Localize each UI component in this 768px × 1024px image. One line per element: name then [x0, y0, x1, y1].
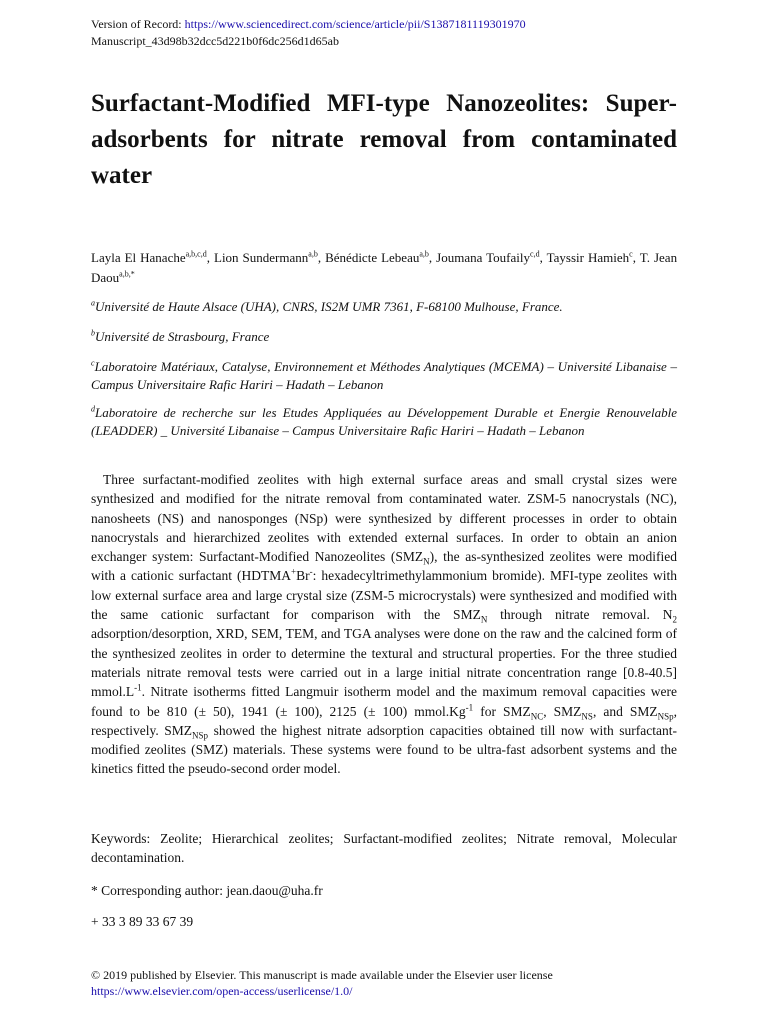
affiliation-a	[91, 298, 677, 316]
affiliation-mark: c	[91, 358, 95, 368]
subscript: NS	[581, 711, 593, 722]
affiliation-mark: d	[91, 404, 95, 414]
affiliation-mark: b	[91, 328, 95, 338]
subscript: N	[423, 556, 430, 567]
affiliation-c	[91, 358, 677, 394]
abstract-paragraph	[91, 470, 677, 779]
version-of-record-label: Version of Record:	[91, 17, 182, 31]
author-affiliation-marks: a,b,*	[119, 269, 135, 279]
author	[214, 250, 325, 265]
manuscript-id: Manuscript_43d98b32dcc5d221b0f6dc256d1d65ab	[91, 34, 339, 48]
abstract-text: ), the as-synthesized zeolites were modified with a cationic surfactant (HDTMA	[91, 549, 677, 584]
author-affiliation-marks: a,b	[308, 249, 318, 259]
phone-number: + 33 3 89 33 67 39	[91, 914, 194, 929]
affiliation-text: Laboratoire de recherche sur les Etudes Appliquées au Développement Durable et Energie Renouvelable (LEADDER) _ Université Libanaise – Campus Universitaire Rafic Hariri – Hadath – Lebanon	[91, 405, 677, 438]
author-affiliation-marks: a,b,c,d	[185, 249, 207, 259]
affiliation-text: Université de Strasbourg, France	[95, 329, 270, 344]
author-name: Layla El Hanache	[91, 250, 186, 265]
version-of-record-line	[91, 16, 526, 33]
author-name: Joumana Toufaily	[436, 250, 531, 265]
author-affiliation-marks: a,b	[419, 249, 429, 259]
author-name: T. Jean Daou	[91, 250, 678, 285]
abstract-text: for SMZ	[473, 703, 531, 719]
author	[91, 250, 214, 265]
superscript: -	[309, 566, 313, 577]
abstract-text: , SMZ	[543, 703, 582, 719]
license-footer	[91, 967, 553, 999]
author-list	[91, 248, 677, 288]
author-affiliation-marks: c,d	[530, 249, 540, 259]
copyright-notice: © 2019 published by Elsevier. This manuscript is made available under the Elsevier user license	[91, 968, 553, 982]
affiliation-mark: a	[91, 298, 95, 308]
author-affiliation-marks: c	[629, 249, 633, 259]
author-separator: ,	[317, 250, 326, 265]
version-header	[91, 16, 526, 50]
affiliation-text: Laboratoire Matériaux, Catalyse, Environnement et Méthodes Analytiques (MCEMA) – Université Libanaise – Campus Universitaire Rafic Hariri – Hadath – Lebanon	[91, 359, 677, 392]
license-link[interactable]: https://www.elsevier.com/open-access/userlicense/1.0/	[91, 984, 353, 998]
abstract-text: , and SMZ	[592, 703, 658, 719]
author-name: Lion Sundermann	[214, 250, 309, 265]
abstract-text: adsorption/desorption, XRD, SEM, TEM, and TGA analyses were done on the raw and the calcined form of the synthesized zeolites in order to determine the textural and structural properties. For the three studied materials nitrate removal tests were carried out in a large initial nitrate concentration range [0.8-40.5] mmol.L	[91, 626, 677, 700]
subscript: NC	[530, 711, 544, 722]
affiliation-text: Université de Haute Alsace (UHA), CNRS, IS2M UMR 7361, F-68100 Mulhouse, France.	[95, 299, 563, 314]
author-separator: ,	[539, 250, 547, 265]
abstract-text: Br	[296, 568, 310, 584]
subscript: NSp	[657, 711, 674, 722]
subscript: N	[480, 614, 488, 625]
version-of-record-link[interactable]: https://www.sciencedirect.com/science/article/pii/S1387181119301970	[184, 17, 526, 31]
superscript: +	[291, 566, 297, 577]
abstract-text: showed the highest nitrate adsorption capacities obtained till now with surfactant-modified zeolites (SMZ) materials. These systems were found to be ultra-fast adsorbent systems and the kinetics fitted the pseudo-second order model.	[91, 722, 677, 777]
subscript: 2	[672, 614, 677, 625]
abstract-text: , respectively. SMZ	[91, 703, 678, 738]
subscript: NSp	[192, 730, 209, 741]
author	[547, 250, 640, 265]
author	[436, 250, 546, 265]
affiliation-d	[91, 404, 677, 440]
author-name: Bénédicte Lebeau	[325, 250, 420, 265]
author-separator: ,	[632, 250, 640, 265]
superscript: -1	[134, 682, 142, 693]
author-separator: ,	[206, 250, 214, 265]
affiliation-b	[91, 328, 677, 346]
article-title: Surfactant-Modified MFI-type Nanozeolites: Super-adsorbents for nitrate removal from contaminated water	[91, 90, 677, 189]
author	[325, 250, 436, 265]
author-name: Tayssir Hamieh	[546, 250, 630, 265]
abstract-text: . Nitrate isotherms fitted Langmuir isotherm model and the maximum removal capacities were found to be 810 (± 50), 1941 (± 100), 2125 (± 100) mmol.Kg	[91, 684, 677, 719]
superscript: -1	[465, 702, 474, 713]
abstract-text: : hexadecyltrimethylammonium bromide). MFI-type zeolites with low external surface area and large crystal size (ZSM-5 microcrystals) were synthesized and modified with the same cationic surfactant for comparison with the SMZ	[91, 568, 678, 623]
corresponding-author: * Corresponding author: jean.daou@uha.fr	[91, 883, 323, 898]
abstract-text: through nitrate removal. N	[487, 607, 673, 623]
author-separator: ,	[428, 250, 437, 265]
keywords: Keywords: Zeolite; Hierarchical zeolites; Surfactant-modified zeolites; Nitrate removal, Molecular decontamination.	[91, 831, 677, 866]
abstract-text: Three surfactant-modified zeolites with high external surface areas and small crystal sizes were synthesized and modified for the nitrate removal from contaminated water. ZSM-5 nanocrystals (NC), nanosheets (NS) and nanosponges (NSp) were synthesized by different processes in order to obtain nanocrystals and hierarchized zeolites with extended external surfaces. In order to obtain an anion exchanger system: Surfactant-Modified Nanozeolites (SMZ	[91, 472, 677, 565]
